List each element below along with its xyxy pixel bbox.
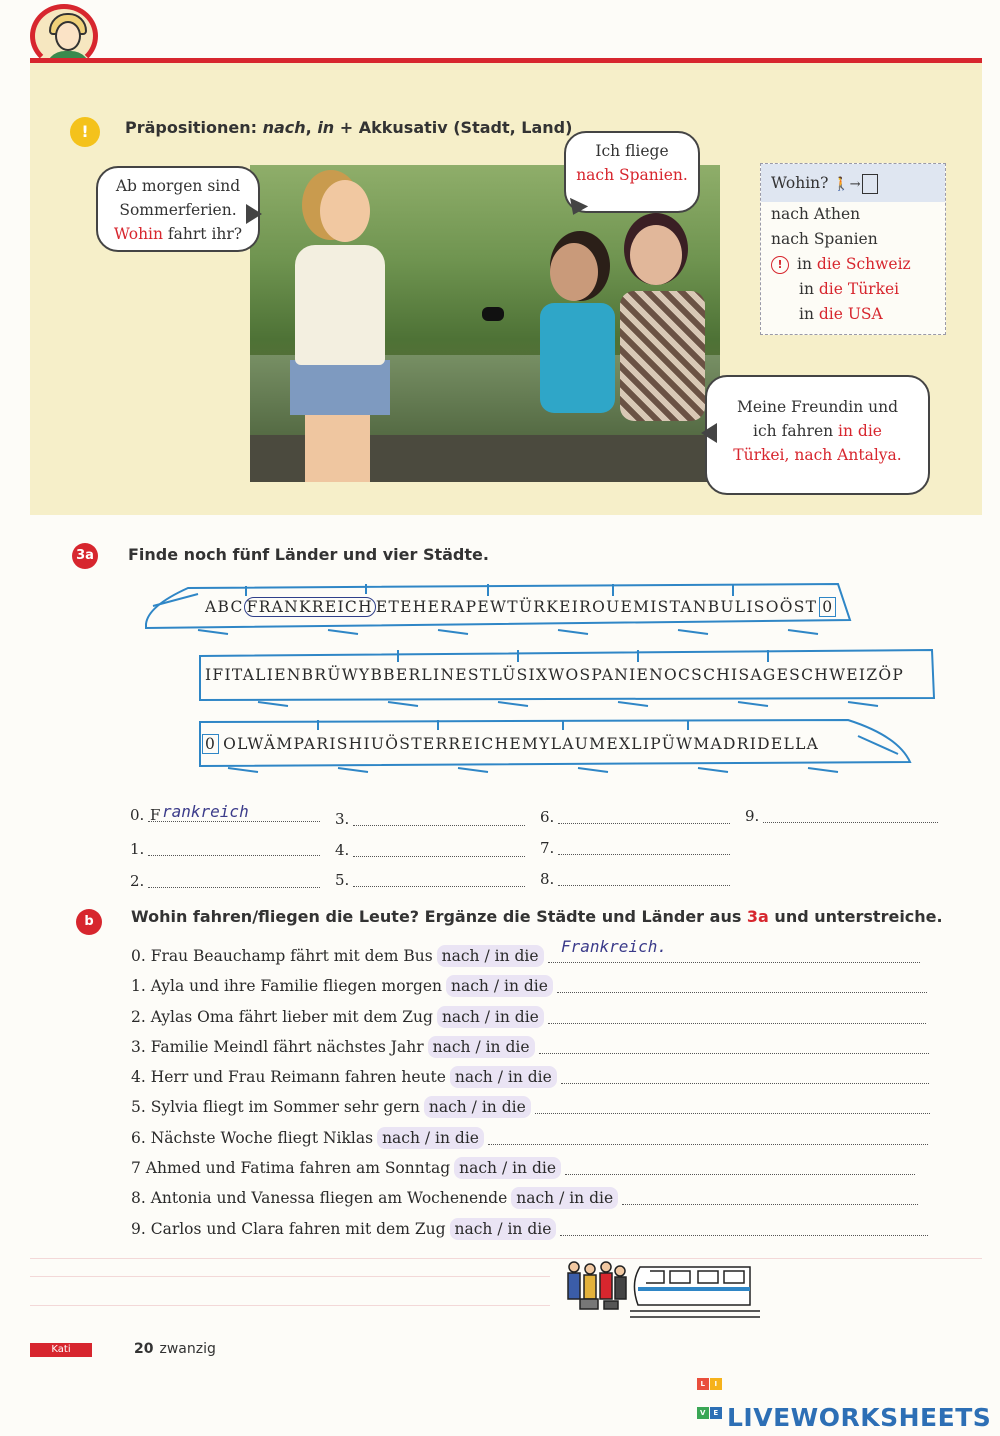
answer-2[interactable]: 2. (130, 872, 320, 894)
exercise-3a-badge: 3a (72, 543, 98, 569)
exercise-3a-title: Finde noch fünf Länder und vier Städte. (128, 545, 489, 564)
sentence-list (131, 937, 941, 1244)
letter-line-1: ABC FRANKREICH ETEHERAPEWTÜRKEIROUEMISTANBULISOÖST 0 (205, 598, 836, 616)
answer-4[interactable]: 4. (335, 841, 525, 863)
answer-1[interactable]: 1. (130, 840, 320, 862)
answer-7[interactable]: 7. (540, 839, 730, 861)
speech-bubble-turkey: Meine Freundin und ich fahren in die Türkei, nach Antalya. (705, 375, 930, 495)
answer-field[interactable] (622, 1187, 918, 1205)
sentence-9: 9. Carlos und Clara fahren mit dem Zug nach / in die (131, 1214, 941, 1244)
speech-bubble-question: Ab morgen sind Sommerferien. Wohin fahrt ihr? (96, 166, 260, 252)
answer-field[interactable] (535, 1096, 930, 1114)
handwritten-answer: Frankreich. (561, 937, 667, 956)
sentence-8: 8. Antonia und Vanessa fliegen am Wochenende nach / in die (131, 1183, 941, 1213)
writing-line (30, 1276, 550, 1277)
grammar-title: Präpositionen: nach, in + Akkusativ (Stadt, Land) (125, 118, 573, 137)
liveworksheets-logo-icon: L I V E (697, 1378, 723, 1404)
answer-field[interactable] (561, 1066, 929, 1084)
option-chooser[interactable]: nach / in die (437, 1006, 544, 1028)
answer-6[interactable]: 6. (540, 808, 730, 830)
circled-word: FRANKREICH (244, 597, 376, 617)
option-chooser[interactable]: nach / in die (377, 1127, 484, 1149)
liveworksheets-watermark: L I V E LIVEWORKSHEETS (697, 1378, 991, 1432)
answer-field[interactable] (560, 1218, 928, 1236)
sentence-0: 0. Frau Beauchamp fährt mit dem Bus nach / in die Frankreich. (131, 941, 941, 971)
sentence-7: 7 Ahmed und Fatima fahren am Sonntag nach / in die (131, 1153, 941, 1183)
option-chooser[interactable]: nach / in die (454, 1157, 561, 1179)
writing-line (30, 1305, 550, 1306)
option-chooser[interactable]: nach / in die (428, 1036, 535, 1058)
letter-line-2: IFITALIENBRÜWYBBERLINESTLÜSIXWOSPANIENOCSCHISAGESCHWEIZÖP (205, 666, 905, 684)
grammar-badge: ! (70, 117, 100, 147)
warning-icon: ! (771, 256, 789, 274)
answer-0: 0. F rankreich (130, 806, 320, 828)
option-chooser[interactable]: nach / in die (424, 1096, 531, 1118)
answer-grid (130, 802, 940, 896)
destination-box-icon (862, 174, 878, 194)
sentence-4: 4. Herr und Frau Reimann fahren heute nach / in die (131, 1062, 941, 1092)
page-number: 20 zwanzig (134, 1341, 216, 1357)
handwritten-answer: rankreich (162, 802, 249, 821)
option-chooser[interactable]: nach / in die (450, 1218, 557, 1240)
sentence-1: 1. Ayla und ihre Familie fliegen morgen nach / in die (131, 971, 941, 1001)
exercise-b-title: Wohin fahren/fliegen die Leute? Ergänze die Städte und Länder aus 3a und unterstreiche. (131, 907, 943, 926)
sentence-2: 2. Aylas Oma fährt lieber mit dem Zug nach / in die (131, 1002, 941, 1032)
answer-3[interactable]: 3. (335, 810, 525, 832)
answer-field[interactable] (557, 975, 927, 993)
exercise-b-badge: b (76, 909, 102, 935)
answer-field[interactable] (565, 1157, 915, 1175)
option-chooser[interactable]: nach / in die (446, 975, 553, 997)
writing-line (30, 1258, 982, 1259)
answer-5[interactable]: 5. (335, 871, 525, 893)
wohin-rule-box: Wohin? 🚶→ nach Athen nach Spanien ! in die Schweiz in die Türkei in die USA (760, 163, 946, 335)
speech-bubble-spain: Ich fliege nach Spanien. (564, 131, 700, 213)
option-chooser[interactable]: nach / in die (450, 1066, 557, 1088)
walk-arrow-icon: 🚶→ (833, 177, 861, 192)
answer-field[interactable] (548, 1006, 926, 1024)
wohin-header: Wohin? 🚶→ (761, 164, 945, 202)
train-station-illustration (560, 1253, 770, 1333)
letter-line-3: 0 OLWÄMPARISHIUÖSTERREICHEMYLAUMEXLIPÜWMADRIDELLA (202, 735, 819, 753)
answer-field[interactable] (488, 1127, 928, 1145)
answer-field[interactable] (539, 1036, 929, 1054)
answer-9[interactable]: 9. (745, 807, 940, 829)
sentence-6: 6. Nächste Woche fliegt Niklas nach / in die (131, 1123, 941, 1153)
option-chooser[interactable]: nach / in die (511, 1187, 618, 1209)
character-tag: Kati (30, 1343, 92, 1357)
sentence-3: 3. Familie Meindl fährt nächstes Jahr nach / in die (131, 1032, 941, 1062)
answer-8[interactable]: 8. (540, 870, 730, 892)
option-chooser[interactable]: nach / in die (437, 945, 544, 967)
sentence-5: 5. Sylvia fliegt im Sommer sehr gern nach / in die (131, 1092, 941, 1122)
